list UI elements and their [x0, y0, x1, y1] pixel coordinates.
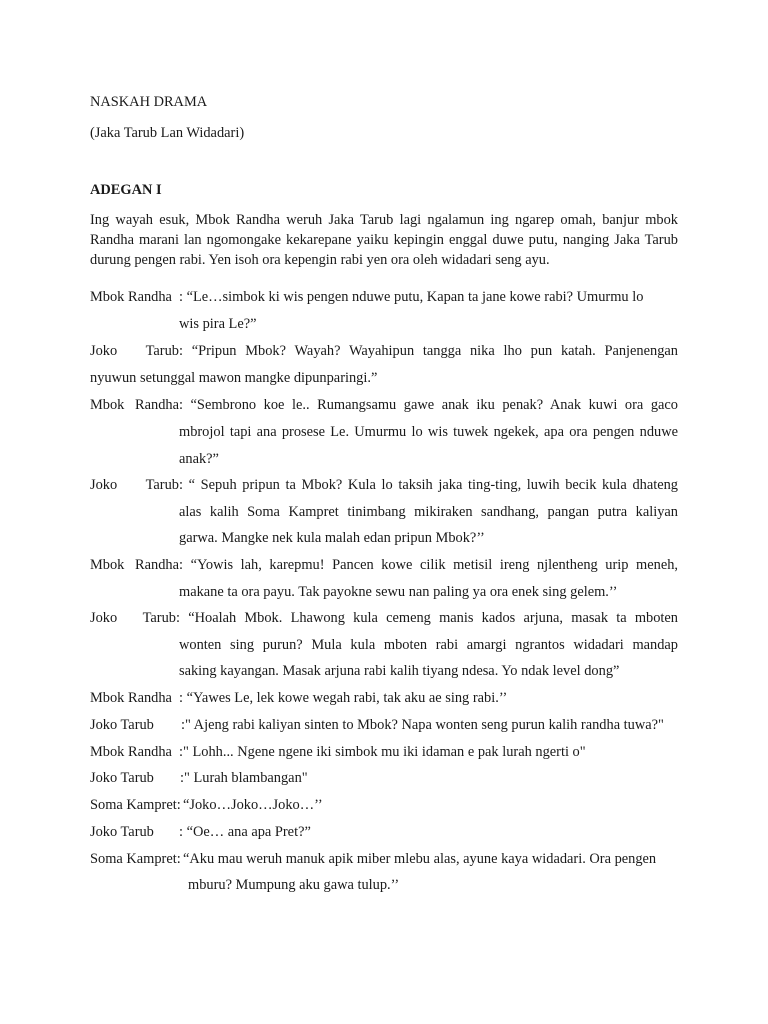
dialogue-3-cont-2: anak?” [179, 451, 219, 467]
speaker: Joko Tarub [90, 770, 154, 786]
speaker: Soma Kampret: [90, 851, 181, 867]
dialogue-text: : “Sembrono koe le.. Rumangsamu gawe anak iku penak? Anak kuwi ora gaco [179, 397, 678, 413]
dialogue-10 [90, 769, 678, 787]
dialogue-3-cont-1: mbrojol tapi ana prosese Le. Umurmu lo wis tuwek ngekek, apa ora pengen nduwe [179, 424, 678, 440]
dialogue-4-cont-1: alas kalih Soma Kampret tinimbang mikiraken sandhang, pangan putra kaliyan [179, 504, 678, 520]
dialogue-3 [90, 396, 678, 414]
dialogue-13-cont: mburu? Mumpung aku gawa tulup.’’ [188, 877, 400, 893]
dialogue-1-cont: wis pira Le?” [179, 316, 257, 332]
dialogue-text: : “ Sepuh pripun ta Mbok? Kula lo taksih jaka ting-ting, luwih becik kula dhateng [179, 477, 678, 493]
dialogue-4 [90, 476, 678, 494]
dialogue-6-cont-2: saking kayangan. Masak arjuna rabi kalih tiyang ndesa. Yo ndak level dong” [179, 663, 620, 679]
dialogue-text: : “Yawes Le, lek kowe wegah rabi, tak aku ae sing rabi.’’ [179, 690, 508, 706]
speaker: Joko Tarub [90, 717, 154, 733]
speaker: Mbok Randha [90, 690, 172, 706]
dialogue-text: “Aku mau weruh manuk apik miber mlebu alas, ayune kaya widadari. Ora pengen [183, 851, 657, 867]
dialogue-9 [90, 743, 678, 761]
speaker: Mbok Randha [90, 557, 179, 573]
dialogue-text: : “Hoalah Mbok. Lhawong kula cemeng manis kados arjuna, masak ta mboten [176, 610, 678, 626]
speaker: Mbok Randha [90, 397, 179, 413]
dialogue-4-cont-2: garwa. Mangke nek kula malah edan pripun Mbok?’’ [179, 530, 485, 546]
dialogue-6 [90, 609, 678, 627]
speaker: Joko Tarub [90, 477, 179, 493]
speaker: Joko Tarub [90, 610, 176, 626]
dialogue-13 [90, 850, 678, 868]
dialogue-2-cont: nyuwun setunggal mawon mangke dipunparingi.” [90, 370, 378, 386]
dialogue-text: : “Oe… ana apa Pret?” [179, 824, 311, 840]
dialogue-text: :" Lohh... Ngene ngene iki simbok mu iki idaman e pak lurah ngerti o" [179, 744, 586, 760]
speaker: Mbok Randha [90, 744, 172, 760]
intro-line-1: Ing wayah esuk, Mbok Randha weruh Jaka Tarub lagi ngalamun ing ngarep omah, banjur mbok [90, 212, 678, 228]
dialogue-5 [90, 556, 678, 574]
doc-subtitle: (Jaka Tarub Lan Widadari) [90, 125, 245, 141]
intro-line-3: durung pengen rabi. Yen isoh ora kepengin rabi yen ora oleh widadari seng ayu. [90, 252, 550, 268]
dialogue-7 [90, 689, 678, 707]
scene-heading: ADEGAN I [90, 182, 162, 198]
dialogue-2 [90, 342, 678, 360]
dialogue-8 [90, 716, 678, 734]
dialogue-text: : “Yowis lah, karepmu! Pancen kowe cilik metisil ireng njlentheng urip meneh, [179, 557, 678, 573]
intro-line-2: Randha marani lan ngomongake kekarepane yaiku kepingin enggal duwe putu, nanging Jaka Tarub [90, 232, 678, 248]
dialogue-text: :" Ajeng rabi kaliyan sinten to Mbok? Napa wonten seng purun kalih randha tuwa?" [181, 717, 664, 733]
dialogue-text: : “Le…simbok ki wis pengen nduwe putu, Kapan ta jane kowe rabi? Umurmu lo [179, 289, 644, 305]
dialogue-text: :" Lurah blambangan" [180, 770, 308, 786]
dialogue-11 [90, 796, 678, 814]
dialogue-1 [90, 288, 678, 306]
doc-title: NASKAH DRAMA [90, 94, 208, 110]
speaker: Mbok Randha [90, 289, 172, 305]
speaker: Soma Kampret: [90, 797, 181, 813]
speaker: Joko Tarub [90, 343, 179, 359]
dialogue-12 [90, 823, 678, 841]
dialogue-text: : “Pripun Mbok? Wayah? Wayahipun tangga nika lho pun katah. Panjenengan [179, 343, 678, 359]
speaker: Joko Tarub [90, 824, 154, 840]
dialogue-6-cont-1: wonten sing purun? Mula kula mboten rabi amargi ngrantos widadari mandap [179, 637, 678, 653]
dialogue-5-cont: makane ta ora payu. Tak payokne sewu nan paling ya ora enek sing gelem.’’ [179, 584, 618, 600]
dialogue-text: “Joko…Joko…Joko…’’ [183, 797, 323, 813]
